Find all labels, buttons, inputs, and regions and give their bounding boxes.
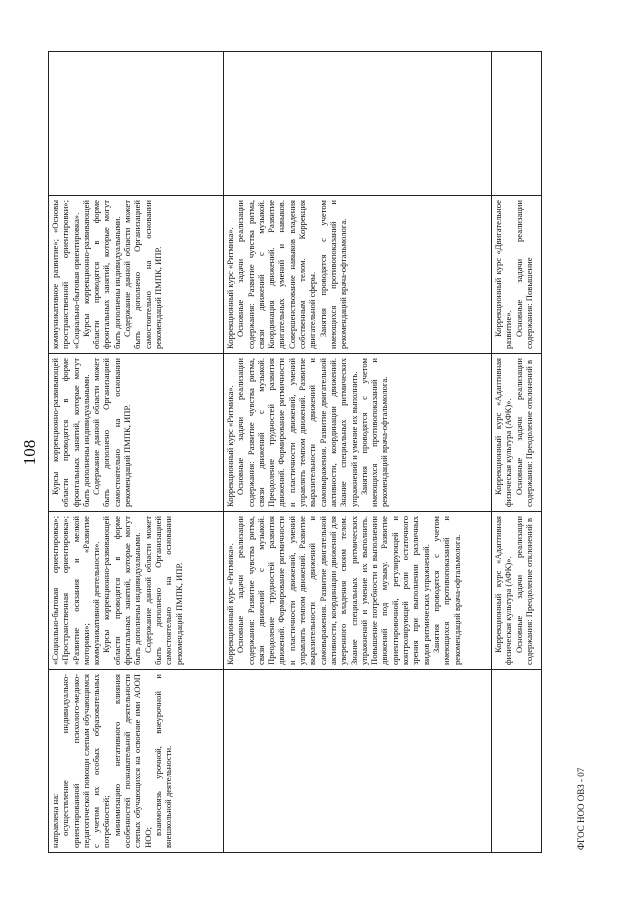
cell-paragraph: Коррекционный курс «Адаптивная физическая культура (АФК)». (493, 358, 514, 507)
table-cell (49, 512, 224, 670)
cell-paragraph: Занятия проводятся с учетом имеющихся противопоказаний и рекомендаций врача-офтальмолога. (430, 516, 462, 665)
page-number: 108 (20, 439, 39, 466)
document-footer: ФГОС НОО ОВЗ - 07 (576, 767, 586, 850)
cell-paragraph: Содержание данной области может быть дополнено Организацией самостоятельно на основании рекомендаций ПМПК, ИПР. (91, 358, 133, 507)
table-cell (224, 512, 492, 670)
cell-paragraph: Основные задачи реализации содержания: Развитие чувства ритма, связи движений с музыкой. Преодоление трудностей развития движений. Формирование ритмичности и пластичности движений, умений управлять темпом движений. Развитие выразительности движений и самовыражения. Развитие двигательной активности, координации движений. Знание специальных ритмических упражнений и умение их выполнить. (235, 358, 359, 507)
curriculum-table (48, 51, 542, 853)
table-cell (49, 670, 224, 853)
cell-paragraph: направлена на: (50, 793, 60, 848)
cell-paragraph: Основные задачи реализации содержания: Повышение (513, 200, 534, 349)
cell-paragraph: Содержание данной области может быть дополнено Организацией самостоятельно на основании рекомендаций ПМПК, ИПР. (142, 516, 184, 665)
cell-paragraph: Коррекционный курс «Адаптивная физическая культура (АФК)». (493, 516, 514, 665)
cell-paragraph: осуществление индивидуально-ориентированной психолого-медико-педагогической помощи слепым обучающимся с учетом их особых образовательных потребностей; (60, 674, 112, 848)
cell-paragraph: «Социально-бытовая ориентировка»; «Пространственная ориентировка»; «Развитие осязания и мелкой моторики»; «Развитие коммуникативной деятельности». (50, 516, 102, 665)
cell-paragraph: Основные задачи реализации содержания: Преодоление отклонений в (513, 358, 534, 507)
cell-paragraph: минимизацию негативного влияния особенностей познавательной деятельности слепых обучающихся на освоение ими АООП НОО; (111, 674, 153, 848)
table-cell (492, 354, 542, 512)
cell-paragraph: Коррекционный курс «Двигательное развитие». (493, 200, 514, 349)
table-cell (49, 354, 224, 512)
table-cell (224, 52, 492, 196)
cell-paragraph: Занятия проводятся с учетом имеющихся противопоказаний и рекомендаций врача-офтальмолога. (317, 200, 349, 349)
cell-paragraph: Курсы коррекционно-развивающей области проводятся в форме фронтальных занятий, которые могут быть дополнены индивидуальными. (50, 358, 91, 507)
cell-paragraph: Основные задачи реализации содержания: Преодоление отклонений в (513, 516, 534, 665)
table-cell (492, 196, 542, 354)
table-cell (224, 670, 492, 853)
cell-paragraph: коммуникативное развитие»; «Основы пространственной ориентировки»; «Социально-бытовая ориентировка». (50, 200, 81, 349)
cell-paragraph: Основные задачи реализации содержания: Развитие чувства ритма, связи движений с музыкой. Преодоление трудностей развития движений. Формирование ритмичности и пластичности движений, умений управлять темпом движений. Развитие выразительности движений и самовыражения. Развитие двигательной активности, координации движений для уверенного владения своим телом. Знание специальных ритмических упражнений и умение их выполнить. Повышение потребности в выполнении движений под музыку. Развитие ориентировочной, регулирующей и контролирующей роли остаточного зрения при выполнении различных видов ритмических упражнений. (235, 516, 431, 665)
cell-paragraph: взаимосвязь урочной, внеурочной и внешкольной деятельности. (152, 674, 174, 848)
cell-paragraph: Коррекционный курс «Ритмика». (225, 227, 235, 349)
table-row (224, 52, 492, 853)
table-cell (492, 512, 542, 670)
cell-paragraph: Курсы коррекционно-развивающей области проводятся в форме фронтальных занятий, которые могут быть дополнены индивидуальными. (101, 516, 143, 665)
cell-paragraph: Коррекционный курс «Ритмика». (225, 385, 235, 507)
cell-paragraph: Курсы коррекционно-развивающей области проводятся в форме фронтальных занятий, которые могут быть дополнены индивидуальными. (80, 200, 122, 349)
table-cell (492, 670, 542, 853)
cell-paragraph: Основные задачи реализации содержания: Развитие чувства ритма, связи движений с музыкой. Координация движений. Развитие двигательных умений и навыков. Совершенствование навыков владения собственным телом. Коррекция двигательной сферы. (235, 200, 318, 349)
table-row (49, 52, 224, 853)
table-cell (49, 52, 224, 196)
table-row (492, 52, 542, 853)
table-cell (224, 354, 492, 512)
cell-paragraph: Содержание данной области может быть дополнено Организацией самостоятельно на основании рекомендаций ПМПК, ИПР. (122, 200, 163, 349)
cell-paragraph: Занятия проводятся с учетом имеющихся противопоказаний и рекомендаций врача-офтальмолога. (358, 358, 390, 507)
table-cell (224, 196, 492, 354)
cell-paragraph: Коррекционный курс «Ритмика». (225, 543, 235, 665)
table-cell (492, 52, 542, 196)
table-cell (49, 196, 224, 354)
